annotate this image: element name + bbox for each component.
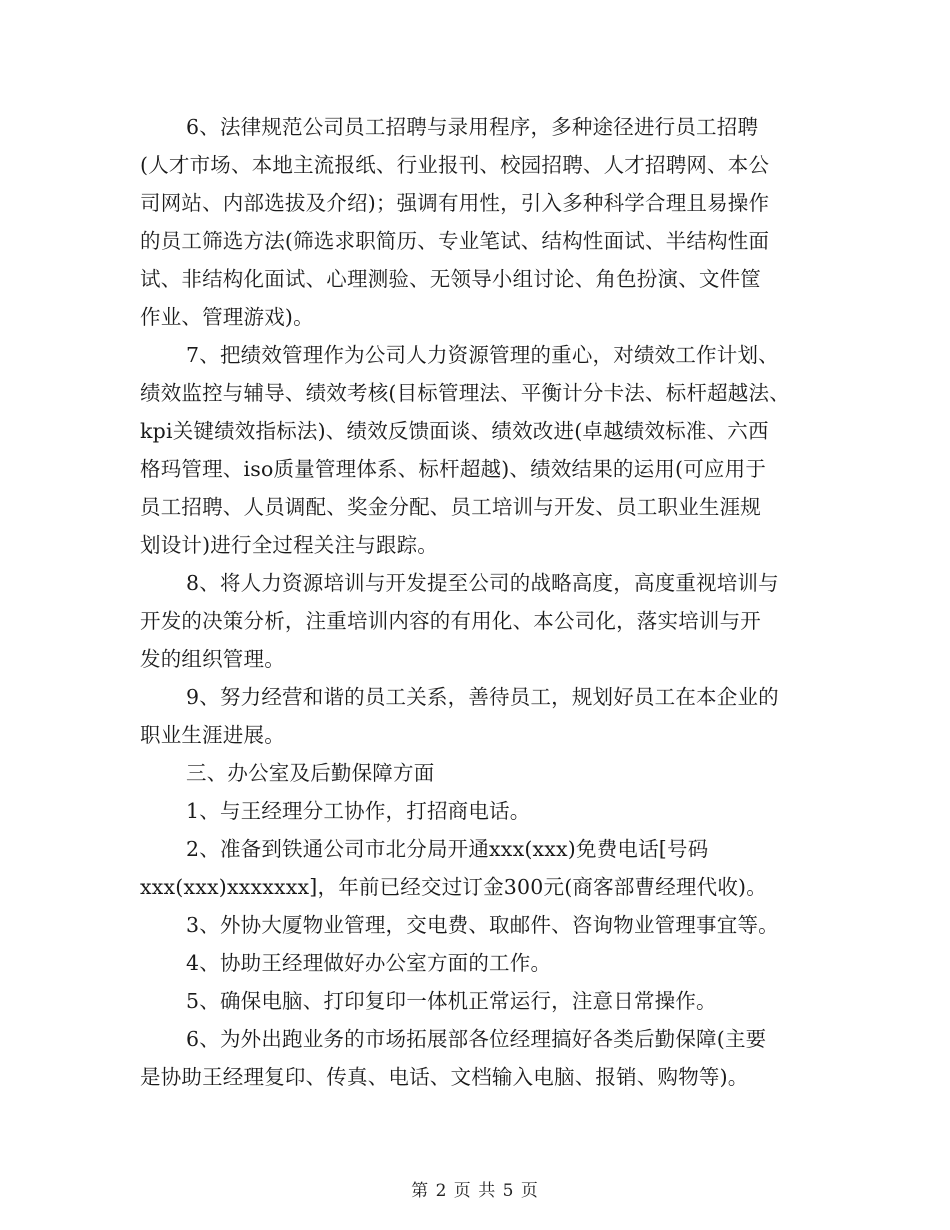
paragraph-line: 7、把绩效管理作为公司人力资源管理的重心，对绩效工作计划、: [186, 343, 779, 367]
paragraph-line: 作业、管理游戏)。: [140, 305, 314, 329]
paragraph-line: 是协助王经理复印、传真、电话、文档输入电脑、报销、购物等)。: [140, 1065, 749, 1089]
paragraph-line: 格玛管理、iso质量管理体系、标杆超越)、绩效结果的运用(可应用于: [140, 457, 767, 481]
paragraph-line: 职业生涯进展。: [140, 723, 285, 747]
paragraph-line: 4、协助王经理做好办公室方面的工作。: [186, 951, 552, 975]
paragraph-line: 6、法律规范公司员工招聘与录用程序，多种途径进行员工招聘: [186, 115, 759, 139]
paragraph-line: 9、努力经营和谐的员工关系，善待员工，规划好员工在本企业的: [186, 685, 779, 709]
paragraph-line: 划设计)进行全过程关注与跟踪。: [140, 533, 438, 557]
paragraph-line: 开发的决策分析，注重培训内容的有用化、本公司化，落实培训与开: [140, 609, 761, 633]
paragraph-line: 发的组织管理。: [140, 647, 285, 671]
document-body: [140, 108, 820, 1096]
section-heading: 三、办公室及后勤保障方面: [186, 761, 435, 785]
paragraph-line: 司网站、内部选拔及介绍)；强调有用性，引入多种科学合理且易操作: [140, 191, 770, 215]
paragraph-line: 6、为外出跑业务的市场拓展部各位经理搞好各类后勤保障(主要: [186, 1027, 767, 1051]
paragraph-line: 试、非结构化面试、心理测验、无领导小组讨论、角色扮演、文件筐: [140, 267, 761, 291]
paragraph-line: (人才市场、本地主流报纸、行业报刊、校园招聘、人才招聘网、本公: [140, 153, 770, 177]
paragraph-line: kpi关键绩效指标法)、绩效反馈面谈、绩效改进(卓越绩效标准、六西: [140, 419, 769, 443]
paragraph-line: xxx(xxx)xxxxxxx]，年前已经交过订金300元(商客部曹经理代收)。: [140, 875, 767, 899]
paragraph-line: 员工招聘、人员调配、奖金分配、员工培训与开发、员工职业生涯规: [140, 495, 761, 519]
paragraph-line: 8、将人力资源培训与开发提至公司的战略高度，高度重视培训与: [186, 571, 779, 595]
paragraph-line: 5、确保电脑、打印复印一体机正常运行，注意日常操作。: [186, 989, 717, 1013]
paragraph-line: 1、与王经理分工协作，打招商电话。: [186, 799, 531, 823]
paragraph-line: 2、准备到铁通公司市北分局开通xxx(xxx)免费电话[号码: [186, 837, 709, 861]
paragraph-line: 绩效监控与辅导、绩效考核(目标管理法、平衡计分卡法、标杆超越法、: [140, 381, 790, 405]
paragraph-line: 3、外协大厦物业管理，交电费、取邮件、咨询物业管理事宜等。: [186, 913, 779, 937]
page-number-footer: 第 2 页 共 5 页: [411, 1181, 539, 1201]
paragraph-line: 的员工筛选方法(筛选求职简历、专业笔试、结构性面试、半结构性面: [140, 229, 770, 253]
